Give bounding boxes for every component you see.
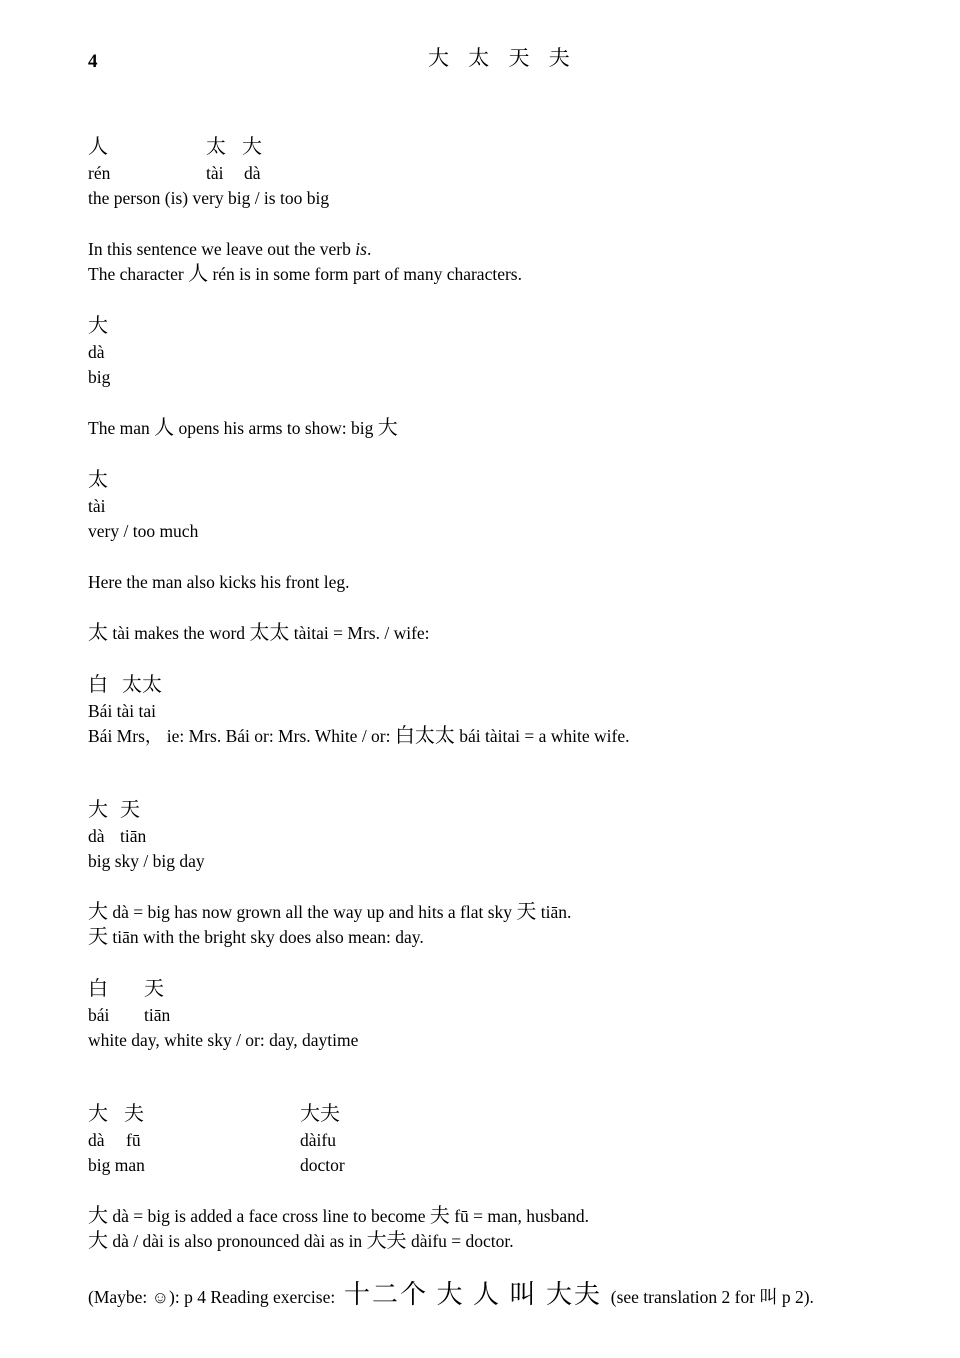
exercise-suffix-a: (see translation 2 for [610, 1287, 760, 1307]
note-line [88, 900, 878, 925]
gloss-text-a: Bái Mrs， ie: Mrs. Bái or: Mrs. White / or: [88, 726, 395, 746]
pinyin-tian: tiān [144, 1005, 171, 1025]
entry-gloss: big sky / big day [88, 851, 205, 871]
entry-pinyin-row [88, 1128, 878, 1153]
entry-pinyin-row [88, 1003, 878, 1028]
note-text-a: The man [88, 418, 155, 438]
note-text-b: tàitai = Mrs. / wife: [289, 623, 430, 643]
note-text-a: tiān with the bright sky does also mean: day. [108, 927, 424, 947]
character-tian: 天 [144, 978, 164, 1000]
character-bai: 白 [88, 978, 108, 1000]
note-man-opens-arms [88, 416, 878, 441]
entry-dafu-daifu [88, 1101, 878, 1178]
spacer [88, 1053, 878, 1101]
pinyin-tai: tài [206, 163, 224, 183]
exercise-suffix-b: p 2). [777, 1287, 814, 1307]
character-da-inline: 大 [88, 901, 108, 923]
page-number: 4 [88, 51, 98, 72]
note-text-b: rén is in some form part of many characters. [208, 264, 522, 284]
spacer [88, 646, 878, 672]
character-tai-inline: 太 [88, 622, 108, 644]
entry-characters-row [88, 1101, 878, 1128]
character-ren-inline: 人 [188, 263, 209, 285]
note-line [88, 925, 878, 950]
pinyin-da: dà [88, 342, 105, 362]
note-da-to-fu-daifu [88, 1204, 878, 1254]
note-text-a: The character [88, 264, 189, 284]
character-tian-inline: 天 [516, 901, 537, 923]
note-text-a: dà = big has now grown all the way up and hits a flat sky [108, 902, 517, 922]
entry-gloss [88, 724, 878, 749]
entry-da [88, 313, 878, 390]
character-fu: 夫 [124, 1103, 144, 1125]
pinyin-ren: rén [88, 163, 111, 183]
note-text-b: . [366, 239, 372, 259]
character-daifu-inline: 大夫 [366, 1230, 407, 1252]
character-da: 大 [88, 315, 108, 337]
entry-pinyin-row [88, 824, 878, 849]
character-ren: 人 [88, 136, 108, 158]
spacer [88, 287, 878, 313]
page-content [88, 46, 878, 1313]
spacer [88, 390, 878, 416]
note-text-a: dà / dài is also pronounced dài as in [108, 1231, 367, 1251]
entry-pinyin-row [88, 161, 878, 186]
pinyin-da: dà [88, 1130, 105, 1150]
character-da: 大 [88, 1103, 108, 1125]
entry-gloss: the person (is) very big / is too big [88, 188, 330, 208]
entry-pinyin: Bái tài tai [88, 701, 157, 721]
character-bai: 白 [88, 674, 108, 696]
note-text-a: dà = big is added a face cross line to become [108, 1206, 430, 1226]
note-line [88, 262, 878, 287]
character-da-inline: 大 [377, 417, 398, 439]
spacer [88, 1178, 878, 1204]
character-fu-inline: 夫 [429, 1205, 450, 1227]
spacer [88, 94, 878, 134]
note-line [88, 1204, 878, 1229]
note-line [88, 1229, 878, 1254]
note-text-b: tiān. [536, 902, 572, 922]
character-da-inline: 大 [88, 1230, 108, 1252]
spacer [88, 211, 878, 237]
reading-exercise-line [88, 1280, 878, 1313]
note-text-a: tài makes the word [108, 623, 250, 643]
character-da: 大 [242, 136, 262, 158]
character-tai: 太 [206, 136, 226, 158]
entry-bai-tian [88, 976, 878, 1053]
character-daifu: 大夫 [300, 1103, 340, 1125]
note-text-b: fū = man, husband. [449, 1206, 589, 1226]
page-header [88, 46, 878, 94]
entry-da-tian [88, 797, 878, 874]
spacer [88, 874, 878, 900]
character-ren-inline: 人 [154, 417, 175, 439]
pinyin-da: dà [244, 163, 261, 183]
pinyin-tian: tiān [120, 826, 147, 846]
note-text-a: In this sentence we leave out the verb [88, 239, 356, 259]
character-bai-taitai-inline: 白太太 [394, 725, 455, 747]
pinyin-fu: fū [126, 1130, 141, 1150]
entry-characters-row [88, 976, 878, 1003]
gloss-text-b: bái tàitai = a white wife. [454, 726, 630, 746]
character-taitai: 太太 [122, 674, 162, 696]
character-da-inline: 大 [88, 1205, 108, 1227]
exercise-chinese-sentence: 十二个 大 人 叫 大夫 [343, 1280, 602, 1309]
smiley-icon: ☺ [151, 1288, 170, 1307]
pinyin-bai: bái [88, 1005, 110, 1025]
spacer [88, 950, 878, 976]
note-kicks-front-leg: Here the man also kicks his front leg. [88, 572, 350, 592]
character-tian-inline: 天 [88, 926, 108, 948]
spacer [88, 595, 878, 621]
exercise-prefix-a: (Maybe: [88, 1287, 152, 1307]
entry-characters-row [88, 134, 878, 161]
entry-tai [88, 467, 878, 544]
character-tian: 天 [120, 799, 140, 821]
note-line [88, 237, 878, 262]
spacer [88, 441, 878, 467]
character-tai: 太 [88, 469, 108, 491]
note-verb-omission [88, 237, 878, 287]
note-taitai-word [88, 621, 878, 646]
note-text-b: opens his arms to show: big [174, 418, 378, 438]
entry-gloss: big [88, 367, 111, 387]
pinyin-da: dà [88, 826, 105, 846]
spacer [88, 544, 878, 570]
pinyin-tai: tài [88, 496, 106, 516]
character-jiao-inline: 叫 [759, 1287, 778, 1307]
character-da: 大 [88, 799, 108, 821]
spacer [88, 749, 878, 797]
entry-characters-row [88, 672, 878, 699]
entry-gloss: very / too much [88, 521, 199, 541]
character-taitai-inline: 太太 [249, 622, 290, 644]
entry-characters-row [88, 797, 878, 824]
gloss-big-man: big man [88, 1155, 145, 1175]
header-title-characters: 大 太 天 夫 [428, 46, 577, 70]
entry-gloss: white day, white sky / or: day, daytime [88, 1030, 359, 1050]
entry-bai-taitai [88, 672, 878, 749]
entry-ren-tai-da [88, 134, 878, 211]
note-da-grows-to-tian [88, 900, 878, 950]
note-text-b: dàifu = doctor. [406, 1231, 514, 1251]
entry-gloss-row [88, 1153, 878, 1178]
exercise-prefix-b: ): p 4 Reading exercise: [169, 1287, 336, 1307]
pinyin-daifu: dàifu [300, 1130, 336, 1150]
spacer [88, 1254, 878, 1280]
note-text-italic: is [355, 239, 367, 259]
gloss-doctor: doctor [300, 1155, 345, 1175]
